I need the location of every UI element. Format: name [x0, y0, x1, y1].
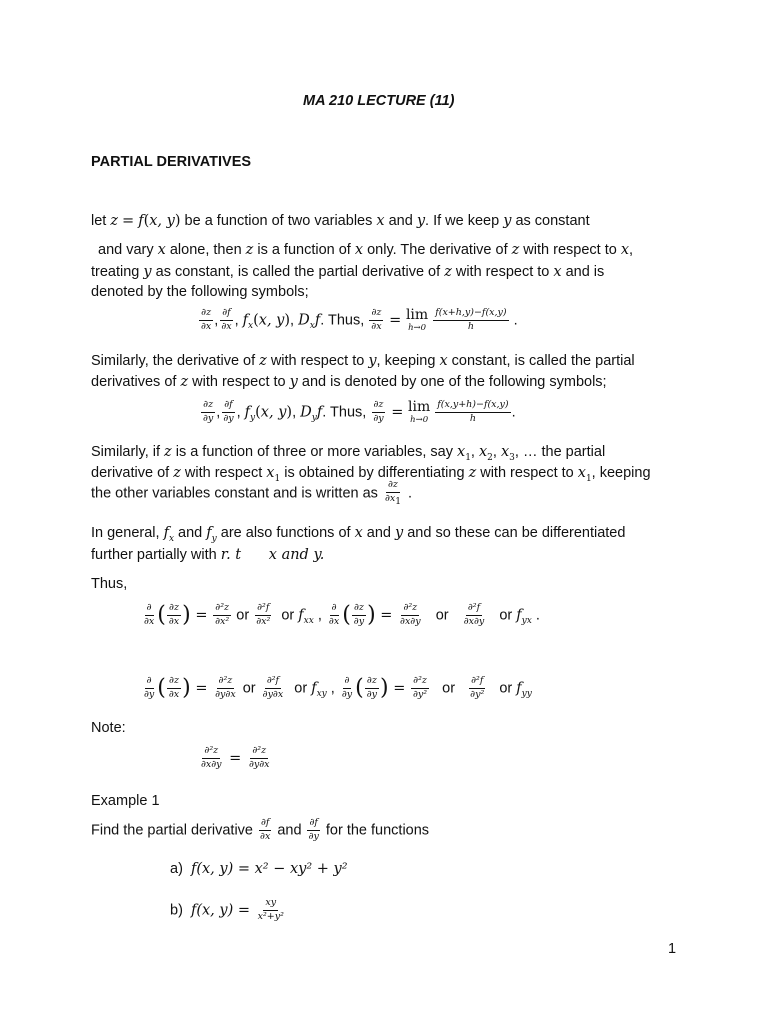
equation-second-order-2: $\frac{\partial}{\partial y}$ ( $\frac{\partial z}{\partial x}$ ) = $\frac{\text{∂²z}}{\partial y\partial x}$ or $\frac{\text{∂²f}}{\partial y\partial x}$ or $f_{xy}$ , $\frac{\partial}{\partial y}$ ( $\frac{\partial z}{\partial y}$ ) = $\frac{\text{∂²z}}{\text{∂y²}}$ or $\frac{\text{∂²f}}{\text{∂y²}}$ or $f_{yy}$: [144, 675, 532, 701]
intro-line-1: let z = f(x, y) be a function of two variables x and y. If we keep y as constant: [91, 213, 590, 229]
list-item-b: b) f(x, y) = $\frac{xy}{\text{x²+y²}}$: [170, 897, 284, 922]
similarly-line-2: derivatives of z with respect to y and is denoted by one of the following symbols;: [91, 374, 607, 390]
thus-label: Thus,: [91, 576, 128, 592]
note-label: Note:: [91, 720, 126, 736]
general-line-2: further partially with r. t x and y.: [91, 547, 325, 563]
page-title: MA 210 LECTURE (11): [303, 93, 455, 109]
list-item-a: a) f(x, y) = x² − xy² + y²: [170, 861, 348, 877]
equation-partial-y: $\frac{\partial z}{\partial y}$ , $\frac{\partial f}{\partial y}$ , $f_y(x$, y), $D_yf$. Thus, $\frac{\partial z}{\partial y}$ = lim h→0 $\frac{f(x,y+h)-f(x,y)}{h}$ .: [203, 399, 516, 426]
page-number: 1: [668, 941, 677, 957]
intro-line-2: and vary x alone, then z is a function of x only. The derivative of z with respect to x,: [98, 242, 634, 258]
find-instruction: Find the partial derivative $\frac{\partial f}{\partial x}$ and $\frac{\partial f}{\partial y}$ for the functions: [91, 817, 430, 842]
intro-line-3: treating y as constant, is called the partial derivative of z with respect to x and is: [91, 264, 605, 280]
general-line-1: In general, $f_x$ and $f_y$ are also functions of x and y and so these can be differentiated: [91, 525, 626, 544]
similarly2-line-1: Similarly, if z is a function of three or more variables, say $x_1$, $x_2$, $x_3$, … the partial: [91, 444, 606, 463]
equation-mixed-equal: $\frac{\text{∂²z}}{\partial x\partial y}$ = $\frac{\text{∂²z}}{\partial y\partial x}$: [201, 745, 270, 770]
equation-partial-x: $\frac{\partial z}{\partial x}$ , $\frac{\partial f}{\partial x}$ , $f_x(x$, y), $D_xf$. Thus, $\frac{\partial z}{\partial x}$ = lim h→0 $\frac{f(x+h,y)-f(x,y)}{h}$ .: [201, 307, 518, 334]
example-label: Example 1: [91, 793, 160, 809]
similarly2-line-3: the other variables constant and is written as $\frac{\partial z}{\partial x_1}$ .: [91, 479, 413, 507]
similarly-line-1: Similarly, the derivative of z with respect to y, keeping x constant, is called the partial: [91, 353, 635, 369]
intro-line-4: denoted by the following symbols;: [91, 284, 309, 300]
similarly2-line-2: derivative of z with respect $x_1$ is obtained by differentiating z with respect to $x_1$, keeping: [91, 465, 651, 484]
section-heading: PARTIAL DERIVATIVES: [91, 154, 252, 170]
equation-second-order-1: $\frac{\partial}{\partial x}$ ( $\frac{\partial z}{\partial x}$ ) = $\frac{\text{∂²z}}{\text{∂x²}}$ or $\frac{\text{∂²f}}{\text{∂x²}}$ or $f_{xx}$ , $\frac{\partial}{\partial x}$ ( $\frac{\partial z}{\partial y}$ ) = $\frac{\text{∂²z}}{\partial x\partial y}$ or $\frac{\text{∂²f}}{\partial x\partial y}$ or $f_{yx}$ .: [144, 602, 540, 628]
